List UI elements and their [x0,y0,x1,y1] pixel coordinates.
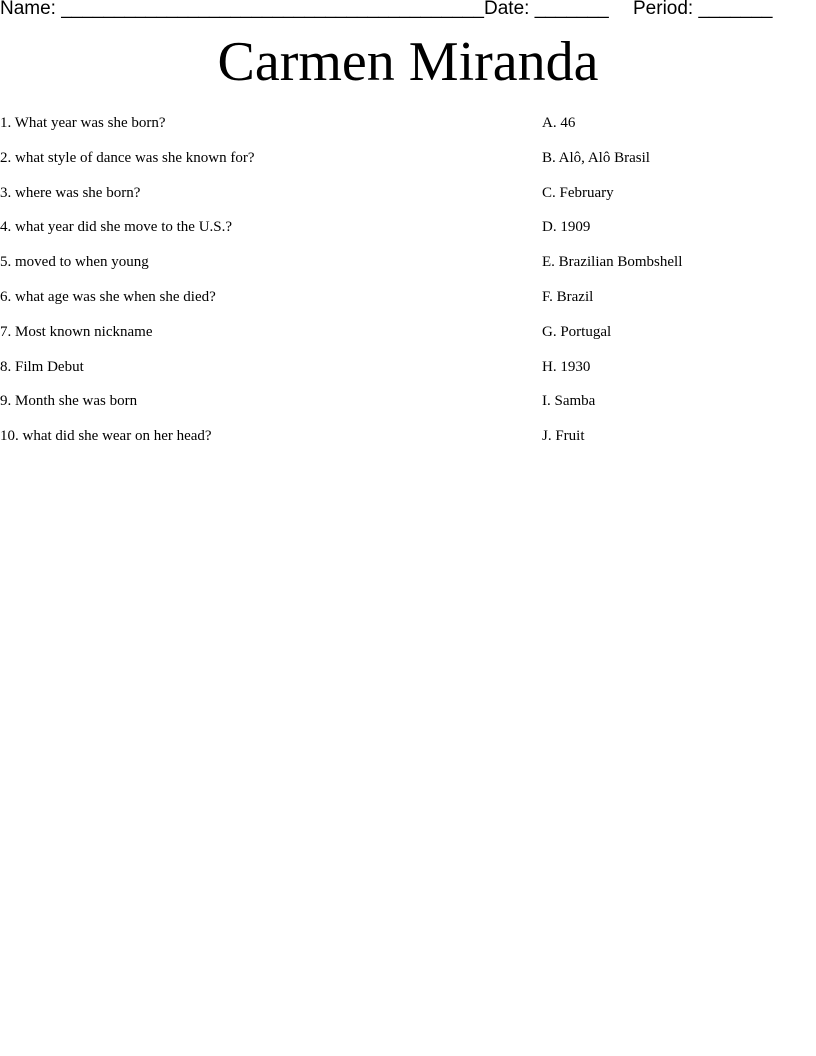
answer-item: G. Portugal [542,323,612,340]
answer-item: J. Fruit [542,428,585,445]
question-item: 7. Most known nickname [0,323,153,340]
period-field-label: Period: _______ [633,0,773,19]
question-item: 5. moved to when young [0,254,149,271]
name-field-label: Name: ________________________________________ [0,0,484,19]
worksheet-header [0,0,816,24]
answer-item: E. Brazilian Bombshell [542,254,683,271]
answers-column [542,113,812,461]
question-item: 2. what style of dance was she known for? [0,149,255,166]
answer-item: H. 1930 [542,358,591,375]
question-item: 6. what age was she when she died? [0,288,216,305]
question-item: 1. What year was she born? [0,115,166,131]
question-item: 3. where was she born? [0,184,141,201]
questions-column [0,113,520,461]
answer-item: D. 1909 [542,219,591,236]
answer-item: B. Alô, Alô Brasil [542,149,650,166]
answer-item: C. February [542,184,614,201]
answer-item: F. Brazil [542,288,594,305]
answer-item: A. 46 [542,115,576,131]
question-item: 8. Film Debut [0,358,84,375]
question-item: 4. what year did she move to the U.S.? [0,219,233,236]
question-item: 9. Month she was born [0,393,138,410]
question-item: 10. what did she wear on her head? [0,428,212,445]
date-field-label: Date: _______ [484,0,609,19]
answer-item: I. Samba [542,393,596,410]
page-title: Carmen Miranda [217,31,599,93]
